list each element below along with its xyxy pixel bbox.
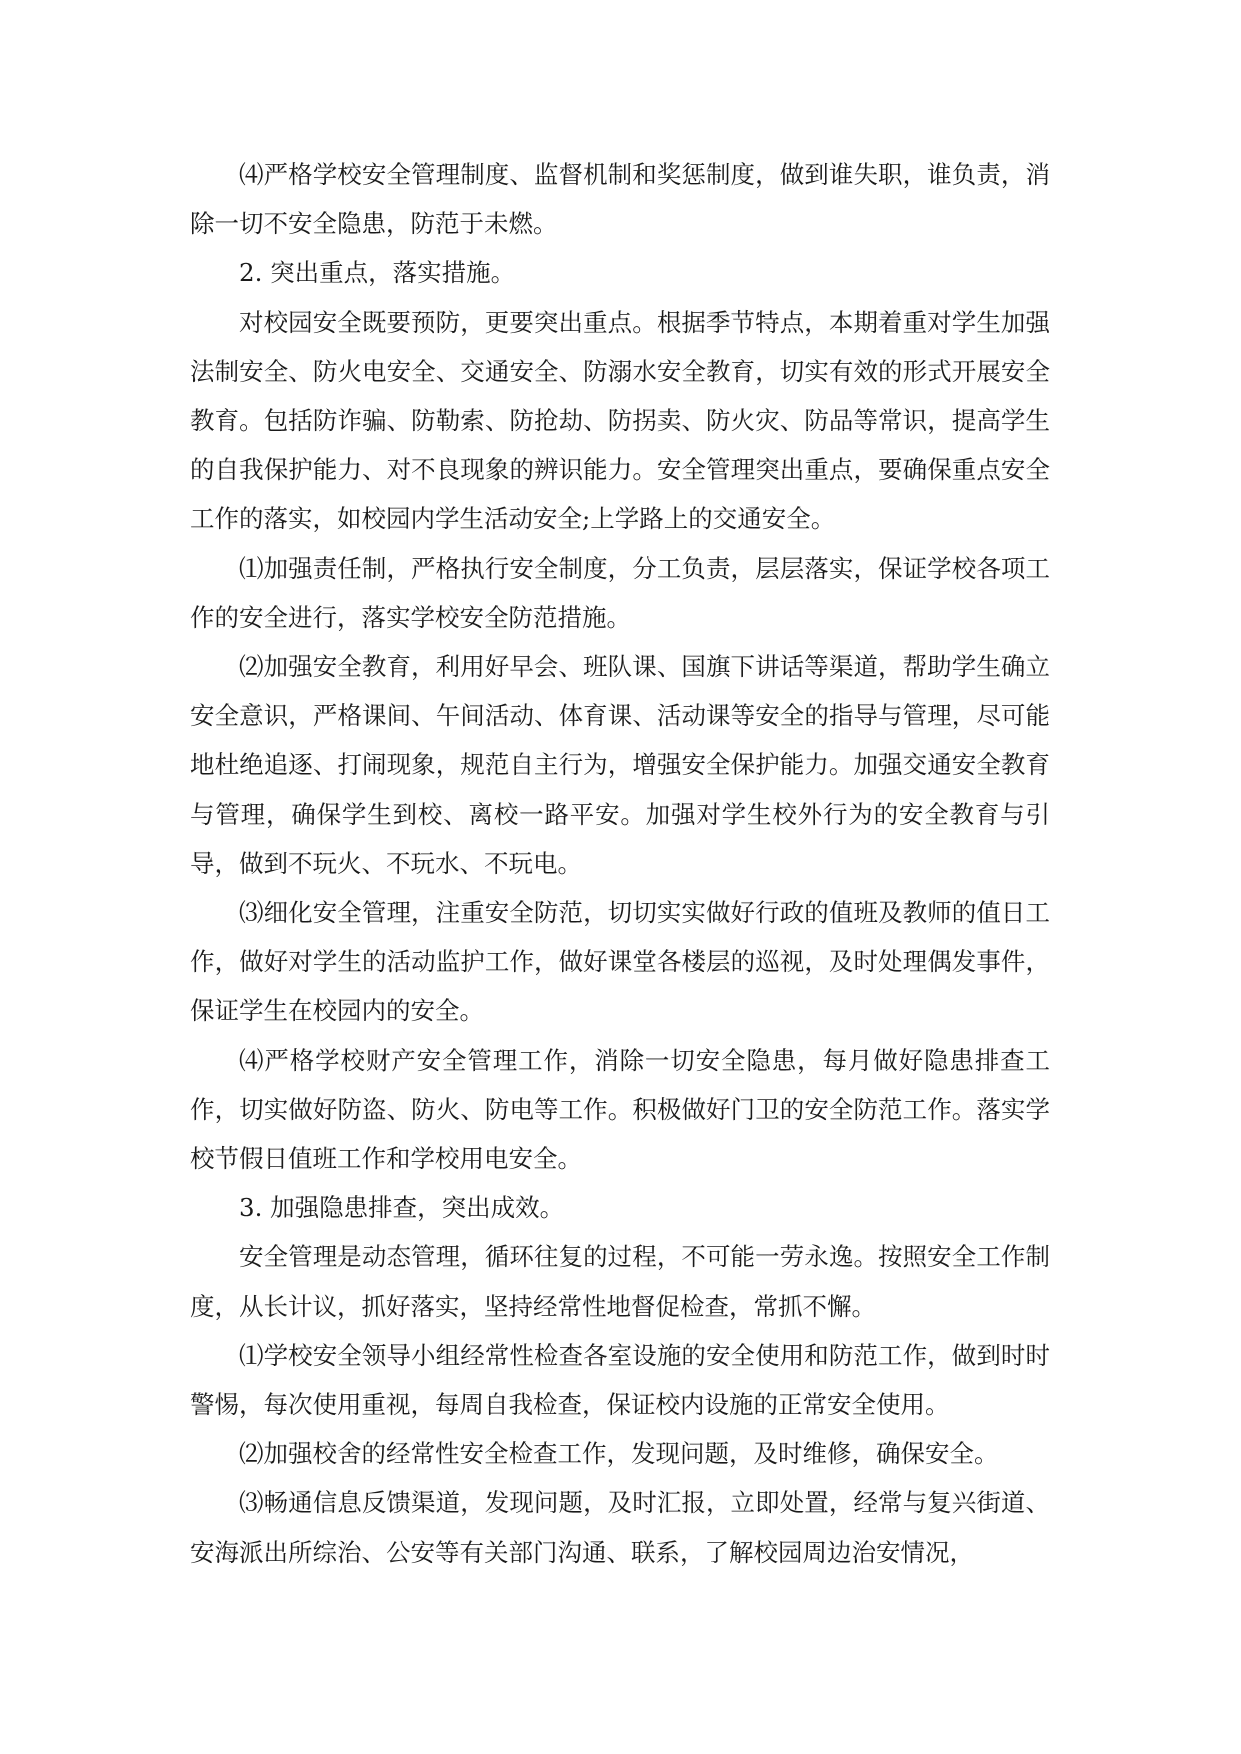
paragraph-item-4-property: ⑷严格学校财产安全管理工作，消除一切安全隐患，每月做好隐患排查工作，切实做好防盗、防火、防电等工作。积极做好门卫的安全防范工作。落实学校节假日值班工作和学校用电安全。: [190, 1045, 1050, 1174]
paragraph-item-2-buildings: ⑵加强校舍的经常性安全检查工作，发现问题，及时维修，确保安全。: [239, 1439, 999, 1469]
paragraph-item-2-education: ⑵加强安全教育，利用好早会、班队课、国旗下讲话等渠道，帮助学生确立安全意识，严格课间、午间活动、体育课、活动课等安全的指导与管理，尽可能地杜绝追逐、打闹现象，规范自主行为，增强安全保护能力。加强交通安全教育与管理，确保学生到校、离校一路平安。加强对学生校外行为的安全教育与引导，做到不玩火、不玩水、不玩电。: [190, 652, 1050, 878]
paragraph-item-3-feedback: ⑶畅通信息反馈渠道，发现问题，及时汇报，立即处置，经常与复兴街道、安海派出所综治、公安等有关部门沟通、联系，了解校园周边治安情况，: [190, 1488, 1050, 1567]
paragraph-inspection-intro: 安全管理是动态管理，循环往复的过程，不可能一劳永逸。按照安全工作制度，从长计议，抓好落实，坚持经常性地督促检查，常抓不懈。: [190, 1242, 1050, 1321]
document-body: [190, 150, 1050, 1577]
section-heading-3: 3. 加强隐患排查，突出成效。: [239, 1193, 565, 1223]
paragraph-focus-intro: 对校园安全既要预防，更要突出重点。根据季节特点，本期着重对学生加强法制安全、防火电安全、交通安全、防溺水安全教育，切实有效的形式开展安全教育。包括防诈骗、防勒索、防抢劫、防拐卖、防火灾、防品等常识，提高学生的自我保护能力、对不良现象的辨识能力。安全管理突出重点，要确保重点安全工作的落实，如校园内学生活动安全;上学路上的交通安全。: [190, 307, 1050, 534]
paragraph-item-1-responsibility: ⑴加强责任制，严格执行安全制度，分工负责，层层落实，保证学校各项工作的安全进行，落实学校安全防范措施。: [190, 553, 1050, 632]
paragraph-item-1-facilities: ⑴学校安全领导小组经常性检查各室设施的安全使用和防范工作，做到时时警惕，每次使用重视，每周自我检查，保证校内设施的正常安全使用。: [190, 1340, 1050, 1420]
section-heading-2: 2. 突出重点，落实措施。: [239, 258, 516, 288]
paragraph-item-3-management: ⑶细化安全管理，注重安全防范，切切实实做好行政的值班及教师的值日工作，做好对学生的活动监护工作，做好课堂各楼层的巡视，及时处理偶发事件，保证学生在校园内的安全。: [190, 898, 1050, 1026]
paragraph-item-4-rules: ⑷严格学校安全管理制度、监督机制和奖惩制度，做到谁失职，谁负责，消除一切不安全隐患，防范于未燃。: [190, 160, 1050, 239]
